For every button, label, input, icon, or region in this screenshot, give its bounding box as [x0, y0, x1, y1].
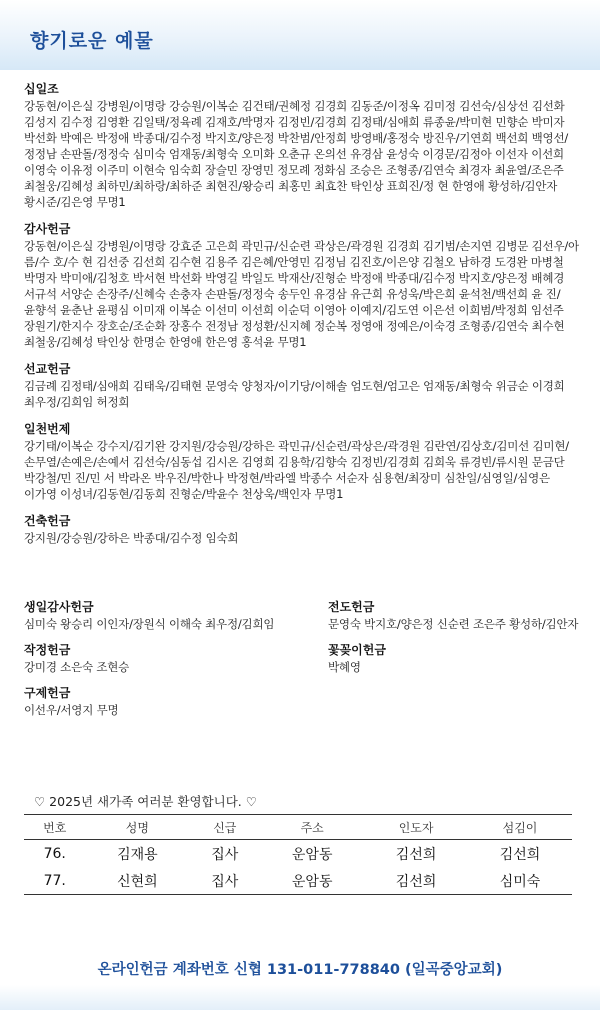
section-relief: [24, 684, 314, 718]
section-thousand-offering: [24, 420, 580, 502]
section-title: 꽃꽂이헌금: [328, 643, 386, 657]
table-cell: 집사: [211, 846, 239, 863]
column-header: 주소: [260, 815, 364, 840]
new-family-welcome: [34, 792, 574, 895]
section-title: 구제헌금: [24, 686, 71, 700]
donor-names: 강기태/이복순 강수지/김기완 강지원/강승원/강하은 곽민규/신순련/곽상은/곽경원 김란연/김상호/김미선 김미현/손무열/손예은/손예서 김선숙/심동섭 김시온 김영희 김용학/김향숙 김정빈/김경희 김희욱 류경빈/류시원 문금단 박강철/민 진/민 서 박라온 박우진/박한나 박정현/박라엘 박종수 서순자 심용현/최장미 심찬일/심영일/심영은 이가영 이성녀/김동현/김동희 진형순/박윤수 천상욱/백인자 무명1: [24, 439, 569, 501]
table-header-row: [24, 815, 572, 840]
section-title: 감사헌금: [24, 222, 71, 236]
welcome-heading: ♡ 2025년 새가족 여러분 환영합니다. ♡: [34, 794, 257, 809]
table-cell: 신현희: [85, 867, 189, 895]
table-cell: 김선희: [499, 846, 541, 863]
section-mission: [24, 360, 580, 410]
offering-columns: [24, 598, 580, 727]
table-row: [24, 867, 572, 895]
table-row: [24, 840, 572, 868]
table-cell: 운암동: [291, 846, 333, 863]
section-thanksgiving: [24, 220, 580, 350]
section-pledge: [24, 641, 314, 675]
table-cell: 집사: [189, 867, 260, 895]
section-title: 전도헌금: [328, 600, 375, 614]
table-cell: 운암동: [260, 867, 364, 895]
right-column: [328, 598, 580, 727]
section-flower: [328, 641, 580, 675]
section-title: 선교헌금: [24, 362, 71, 376]
section-birthday: [24, 598, 314, 632]
section-title: 일천번제: [24, 422, 71, 436]
column-header: 번호: [24, 815, 85, 840]
table-cell: 76.: [43, 845, 66, 862]
donor-names: 이선우/서영지 무명: [24, 703, 119, 717]
donor-names: 강동현/이은실 강병원/이명랑 강승원/이복순 김건태/권혜정 김경희 김동준/이정옥 김미정 김선숙/심상선 김선화 김성지 김수정 김영환 김일택/정육례 김재호/박명자 김정빈/김경희 김정태/심애희 류종윤/박미현 민향순 박미자 박선화 박예은 박정애 박종대/김수정 박지호/양은정 박찬범/안정희 방영배/홍정숙 방진우/기연희 백선희 백영선/정정남 손판돌/정정숙 심미숙 엄재동/최형숙 오미화 오춘규 온의선 유경삼 윤성숙 이경문/김정아 이선자 이선희 이영숙 이유정 이주미 이현숙 임숙희 장슬민 장영민 정모례 정화심 조승은 조형종/김연숙 최경자 최윤열/조은주 최철웅/김혜성 최하민/최하랑/최하준 최현진/왕승리 최홍민 최효찬 탁인상 표희진/정 현 한영애 황성하/김안자 황시준/김은영 무명1: [24, 99, 569, 209]
section-title: 십일조: [24, 82, 59, 96]
section-title: 작정헌금: [24, 643, 71, 657]
column-header: 인도자: [364, 815, 468, 840]
donor-names: 김금례 김정태/심애희 김태욱/김태현 문영숙 양청자/이기당/이해솔 엄도현/엄고은 엄재동/최형숙 위금순 이경희 최우정/김희임 허정희: [24, 379, 565, 409]
section-tithe: [24, 80, 580, 210]
donor-names: 문영숙 박지호/양은정 신순련 조은주 황성하/김안자: [328, 617, 579, 631]
page-title: 향기로운 예물: [30, 30, 154, 52]
section-evangelism: [328, 598, 580, 632]
new-family-table: [24, 814, 572, 895]
table-cell: 김재용: [117, 846, 158, 863]
donor-names: 강동현/이은실 강병원/이명랑 강효준 고은희 곽민규/신순련 곽상은/곽경원 김경희 김기범/손지연 김병문 김선우/아 름/수 호/수 현 김선중 김선희 김수현 김용주 김은혜/안영민 김정님 김진호/이은양 김철오 남하경 도경완 마병철 박명자 박미애/김청호 박서현 박선화 박영길 박일도 박재산/진형순 박정애 박종대/김수정 박지호/양은정 배혜경 서규석 서양순 손장주/신혜숙 손충자 손판돌/정정숙 송두인 유경삼 유근희 유성욱/박은희 윤석천/백선희 윤 진/윤향석 윤춘난 윤평심 이미재 이복순 이선미 이선희 이순덕 이영아 이예지/김도연 이은선 이희범/박정희 임선주 장원기/한지수 장호순/조순화 장홍수 전정남 정성환/신지혜 정순복 정영애 정예은/이숙경 조형종/김연숙 최수현 최철웅/김혜성 탁인상 한명순 한영애 한은영 홍석윤 무명1: [24, 239, 579, 349]
donor-names: 심미숙 왕승리 이인자/장원식 이해숙 최우정/김희임: [24, 617, 275, 631]
offering-list: [24, 80, 580, 556]
section-building: [24, 512, 580, 546]
column-header: 신급: [189, 815, 260, 840]
section-title: 생일감사헌금: [24, 600, 94, 614]
left-column: [24, 598, 314, 727]
donor-names: 강미경 소은숙 조현승: [24, 660, 130, 674]
section-title: 건축헌금: [24, 514, 71, 528]
donor-names: 강지원/강승원/강하은 박종대/김수정 임숙희: [24, 531, 239, 545]
table-cell: 심미숙: [468, 867, 572, 895]
column-header: 성명: [85, 815, 189, 840]
table-cell: 김선희: [364, 867, 468, 895]
column-header: 섬김이: [468, 815, 572, 840]
table-cell: 77.: [24, 867, 85, 895]
footer-band: [0, 985, 600, 1010]
online-offering-account: 온라인헌금 계좌번호 신협 131-011-778840 (일곡중앙교회): [97, 962, 503, 978]
donor-names: 박혜영: [328, 660, 361, 674]
table-cell: 김선희: [395, 846, 437, 863]
